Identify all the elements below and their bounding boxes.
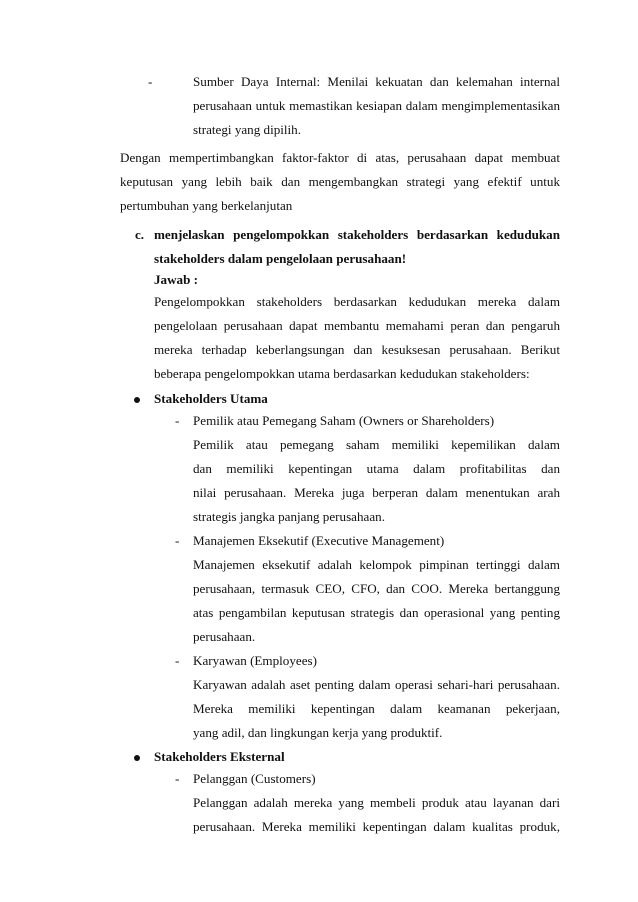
item-heading-customers: Pelanggan (Customers): [193, 771, 316, 786]
list-dash: -: [148, 74, 153, 89]
intro-item-line-2: perusahaan untuk memastikan kesiapan dalam mengimplementasikan: [193, 98, 560, 113]
bullet-icon: [134, 755, 140, 761]
answer-line-3: mereka terhadap keberlangsungan dan kesuksesan perusahaan. Berikut: [154, 342, 560, 357]
item-executive-line-2: perusahaan, termasuk CEO, CFO, dan COO. Mereka bertanggung: [193, 581, 560, 596]
list-dash: -: [175, 413, 180, 428]
bullet-icon: [134, 397, 140, 403]
item-customers-line-1: Pelanggan adalah mereka yang membeli produk atau layanan dari: [193, 795, 560, 810]
item-heading-employees: Karyawan (Employees): [193, 653, 317, 668]
conclusion-line-1: Dengan mempertimbangkan faktor-faktor di atas, perusahaan dapat membuat: [120, 150, 560, 165]
question-line-2: stakeholders dalam pengelolaan perusahaan!: [154, 251, 407, 266]
item-owners-line-3: nilai perusahaan. Mereka juga berperan dalam menentukan arah: [193, 485, 560, 500]
item-employees-line-1: Karyawan adalah aset penting dalam operasi sehari-hari perusahaan.: [193, 677, 560, 692]
answer-line-1: Pengelompokkan stakeholders berdasarkan kedudukan mereka dalam: [154, 294, 560, 309]
item-executive-line-1: Manajemen eksekutif adalah kelompok pimpinan tertinggi dalam: [193, 557, 560, 572]
list-dash: -: [175, 771, 180, 786]
group-title-utama: Stakeholders Utama: [154, 391, 268, 406]
item-owners-line-2: dan memiliki kepentingan utama dalam profitabilitas dan: [193, 461, 560, 476]
item-executive-line-3: atas pengambilan keputusan strategis dan operasional yang penting: [193, 605, 560, 620]
intro-item-line-1: Sumber Daya Internal: Menilai kekuatan dan kelemahan internal: [193, 74, 560, 89]
intro-item-line-3: strategi yang dipilih.: [193, 122, 302, 137]
answer-line-2: pengelolaan perusahaan dapat membantu memahami peran dan pengaruh: [154, 318, 560, 333]
question-line-1: menjelaskan pengelompokkan stakeholders berdasarkan kedudukan: [154, 227, 560, 242]
item-owners-line-1: Pemilik atau pemegang saham memiliki kepemilikan dalam: [193, 437, 560, 452]
answer-label: Jawab :: [154, 272, 199, 287]
group-title-eksternal: Stakeholders Eksternal: [154, 749, 285, 764]
conclusion-line-3: pertumbuhan yang berkelanjutan: [120, 198, 293, 213]
item-employees-line-2: Mereka memiliki kepentingan dalam keamanan pekerjaan,: [193, 701, 560, 716]
item-executive-line-4: perusahaan.: [193, 629, 256, 644]
item-heading-executive: Manajemen Eksekutif (Executive Management): [193, 533, 445, 548]
list-dash: -: [175, 533, 180, 548]
item-owners-line-4: strategis jangka panjang perusahaan.: [193, 509, 385, 524]
list-dash: -: [175, 653, 180, 668]
item-heading-owners: Pemilik atau Pemegang Saham (Owners or Shareholders): [193, 413, 495, 428]
answer-line-4: beberapa pengelompokkan utama berdasarkan kedudukan stakeholders:: [154, 366, 530, 381]
item-employees-line-3: yang adil, dan lingkungan kerja yang produktif.: [193, 725, 443, 740]
conclusion-line-2: keputusan yang lebih baik dan mengembangkan strategi yang efektif untuk: [120, 174, 560, 189]
question-marker: c.: [135, 227, 145, 242]
item-customers-line-2: perusahaan. Mereka memiliki kepentingan dalam kualitas produk,: [193, 819, 560, 834]
